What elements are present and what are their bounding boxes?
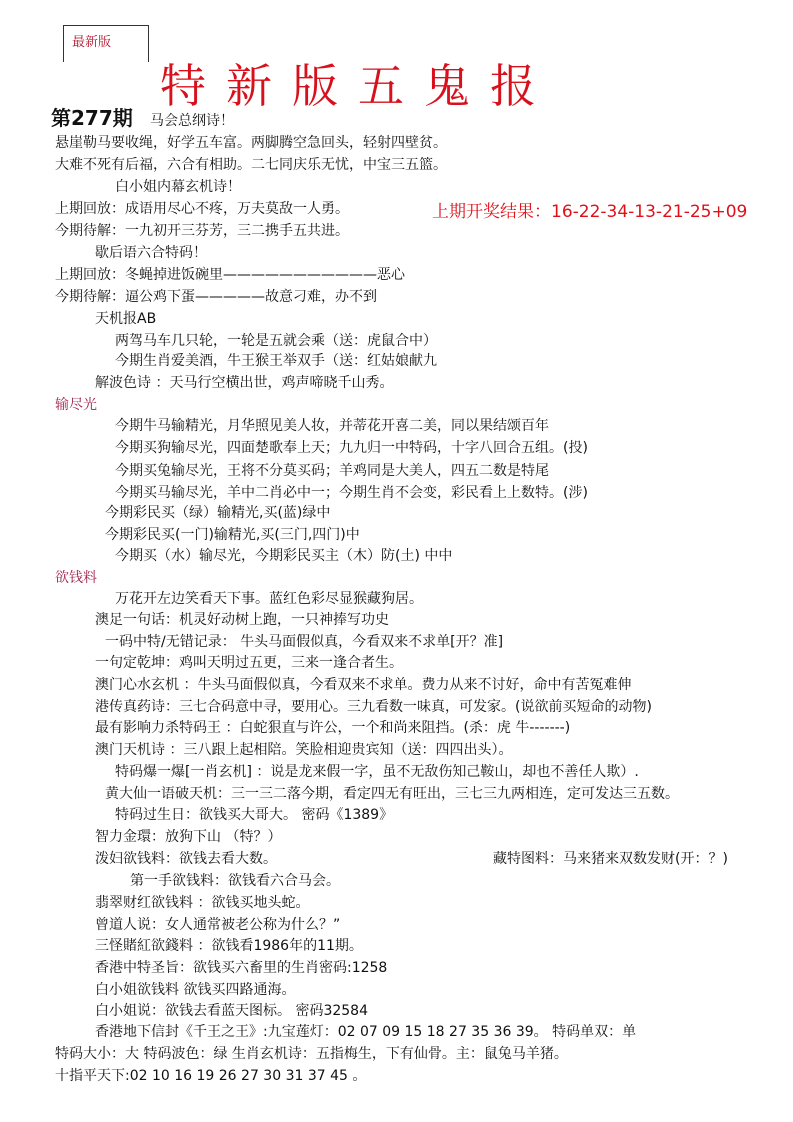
- text-line: 上期回放：冬蝇掉进饭碗里———————————恶心: [55, 267, 405, 283]
- text-line: 今期彩民买(一门)输精光,买(三门,四门)中: [105, 527, 360, 543]
- issue-number: 第277期: [51, 106, 133, 130]
- text-line: 一句定乾坤：鸡叫天明过五更，三来一逢合者生。: [95, 655, 403, 671]
- text-line: 智力金環：放狗下山 （特？）: [95, 829, 282, 845]
- section-heading: 欲钱料: [55, 570, 97, 586]
- text-line: 白小姐说：欲钱去看蓝天图标。 密码32584: [95, 1003, 368, 1019]
- text-line: 今期买（水）输尽光，今期彩民买主（木）防(土) 中中: [115, 548, 453, 564]
- text-line: 天机报AB: [95, 311, 157, 327]
- text-line: 泼妇欲钱料：欲钱去看大数。: [95, 851, 277, 867]
- text-line: 第一手欲钱料：欲钱看六合马会。: [130, 873, 340, 889]
- edition-badge: [63, 25, 149, 62]
- text-line: 今期买马输尽光，羊中二肖必中一；今期生肖不会变，彩民看上上数特。(涉): [115, 485, 588, 501]
- text-line: 澳门心水玄机 ：牛头马面假似真，今看双来不求单。费力从来不讨好，命中有苦冤难伸: [95, 677, 632, 693]
- text-line: 悬崖勒马要收绳，好学五车富。两脚腾空急回头，轻射四壁贫。: [55, 135, 447, 151]
- text-line: 三怪賭紅欲錢料 ：欲钱看1986年的11期。: [95, 938, 363, 954]
- text-line: 港传真药诗：三七合码意中寻，要用心。三九看数一味真，可发家。(说欲前买短命的动物): [95, 699, 652, 715]
- text-line: 今期生肖爱美酒，牛王猴王举双手（送：红姑娘献九: [115, 353, 437, 369]
- text-line: 最有影响力杀特码王 ：白蛇狠直与许公，一个和尚来阻挡。(杀：虎 牛-------): [95, 720, 571, 736]
- text-line: 翡翠财红欲钱料 ：欲钱买地头蛇。: [95, 895, 310, 911]
- page-title: 特新版五鬼报: [160, 59, 556, 113]
- text-line: 马会总纲诗！: [150, 113, 234, 129]
- text-line: 曾道人说：女人通常被老公称为什么？”: [95, 917, 341, 933]
- text-line: 两驾马车几只轮，一轮是五就会乘（送：虎鼠合中）: [115, 333, 437, 349]
- text-line: 特码过生日：欲钱买大哥大。 密码《1389》: [115, 807, 394, 823]
- section-heading: 输尽光: [55, 397, 97, 413]
- text-line: 歇后语六合特码！: [95, 245, 207, 261]
- text-line: 香港地下信封《千王之王》:九宝莲灯：02 07 09 15 18 27 35 36 39。 特码单双：单: [95, 1024, 637, 1040]
- text-line: 一码中特/无错记录： 牛头马面假似真，今看双来不求单[开？准]: [105, 634, 504, 650]
- text-line: 解波色诗 ：天马行空横出世，鸡声啼晓千山秀。: [95, 375, 394, 391]
- last-draw-result: 上期开奖结果：16-22-34-13-21-25+09: [432, 202, 748, 222]
- text-line: 今期买狗输尽光，四面楚歌奉上天；九九归一中特码，十字八回合五组。(投): [115, 440, 588, 456]
- text-line: 大难不死有后福，六合有相助。二七同庆乐无忧，中宝三五篮。: [55, 157, 447, 173]
- text-line: 澳门天机诗 ：三八跟上起相陪。笑脸相迎贵宾知（送：四四出头）。: [95, 742, 513, 758]
- text-line: 藏特图料：马来猪来双数发财(开：？): [493, 851, 728, 867]
- text-line: 万花开左边笑看天下事。蓝红色彩尽显猴藏狗居。: [115, 591, 423, 607]
- text-line: 白小姐内幕玄机诗！: [115, 179, 241, 195]
- text-line: 上期回放：成语用尽心不疼，万夫莫敌一人勇。: [55, 201, 349, 217]
- text-line: 澳足一句话：机灵好动树上跑，一只神捧写功史: [95, 612, 389, 628]
- text-line: 黄大仙一语破天机：三一三二落今期，看定四无有旺出，三七三九两相连，定可发达三五数。: [105, 786, 679, 802]
- text-line: 特码爆一爆[一肖玄机] ：说是龙来假一字，虽不无敌伤知己鞍山，却也不善任人欺）.: [115, 764, 639, 780]
- text-line: 今期牛马输精光，月华照见美人妆，并蒂花开喜二美，同以果结颂百年: [115, 418, 549, 434]
- edition-badge-label: 最新版: [72, 35, 112, 50]
- text-line: 白小姐欲钱料 欲钱买四路通海。: [95, 982, 296, 998]
- text-line: 今期彩民买（绿）输精光,买(蓝)绿中: [105, 505, 331, 521]
- text-line: 今期待解：一九初开三芬芳，三二携手五共进。: [55, 223, 349, 239]
- text-line: 香港中特圣旨：欲钱买六畜里的生肖密码:1258: [95, 960, 388, 976]
- text-line: 今期待解：逼公鸡下蛋—————故意刁难，办不到: [55, 289, 377, 305]
- text-line: 今期买兔输尽光，王将不分莫买码；羊鸡同是大美人，四五二数是特尾: [115, 463, 549, 479]
- text-line: 特码大小：大 特码波色：绿 生肖玄机诗：五指梅生，下有仙骨。主：鼠兔马羊猪。: [55, 1046, 568, 1062]
- text-line: 十指平天下:02 10 16 19 26 27 30 31 37 45 。: [55, 1068, 367, 1084]
